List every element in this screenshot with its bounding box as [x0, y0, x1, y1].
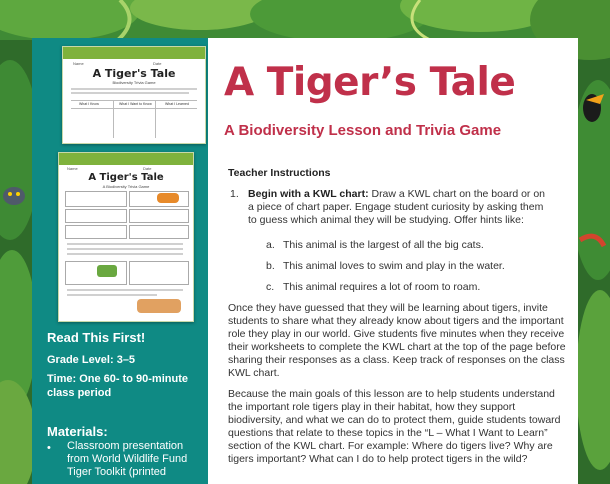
time-required: Time: One 60- to 90-minute class period [47, 373, 188, 399]
hint-text: This animal requires a lot of room to roam. [283, 281, 481, 293]
grade-level: Grade Level: 3–5 [47, 354, 136, 366]
read-first-heading: Read This First! [47, 330, 146, 345]
kwl-column-learned: What I Learned [165, 102, 189, 106]
worksheet-title: A Tiger's Tale [88, 172, 164, 183]
kwl-column-know: What I Know [79, 102, 99, 106]
date-label: Date [153, 61, 162, 66]
name-label: Name [73, 61, 84, 66]
worksheet-title: A Tiger's Tale [92, 67, 176, 80]
name-label: Name [67, 166, 78, 171]
instructions-heading: Teacher Instructions [228, 167, 331, 179]
hint-letter: a. [266, 239, 275, 251]
lesson-subtitle: A Biodiversity Lesson and Trivia Game [224, 122, 502, 139]
materials-heading: Materials: [47, 424, 108, 439]
worksheet-thumbnail-kwl [62, 46, 206, 144]
animals-illustration [137, 299, 181, 313]
lesson-content-panel [208, 38, 578, 484]
hint-text: This animal is the largest of all the big cats. [283, 239, 484, 251]
worksheet-subtitle: A Biodiversity Trivia Game [102, 184, 150, 189]
thumbnail-border-decoration [59, 153, 193, 165]
step-1 [248, 188, 548, 227]
step-1-bold: Begin with a KWL chart: [248, 188, 369, 200]
date-label: Date [143, 166, 152, 171]
step-1-text: Draw a KWL chart on the board or on a piece of chart paper. Engage student curiosity by asking them to guess which animal they will be studying. Offer hints like: [248, 188, 546, 226]
forest-illustration [97, 265, 117, 277]
bullet-dot: • [47, 442, 51, 454]
paragraph-2: Because the main goals of this lesson are to help students understand the important role tigers play in their habitat, how they support biodiversity, and what we can do to protect them, guide students toward questions that relate to these topics in the “L – What I Want to Learn” section of the KWL chart. For example: Where do tigers live? Why are tigers important? What can I do to help protect tigers in the wild? [228, 388, 561, 465]
tiger-illustration [157, 193, 179, 203]
step-number: 1. [230, 188, 239, 200]
sidebar [32, 38, 208, 484]
hint-text: This animal loves to swim and play in the water. [283, 260, 505, 272]
kwl-column-want: What I Want to Know [119, 102, 152, 106]
lesson-title: A Tiger’s Tale [224, 60, 516, 105]
hint-letter: b. [266, 260, 275, 272]
worksheet-thumbnail-trivia [58, 152, 194, 322]
materials-item: Classroom presentation from World Wildlife Fund Tiger Toolkit (printed [67, 440, 188, 478]
paragraph-1: Once they have guessed that they will be learning about tigers, invite students to share what they already know about tigers and the important role they play in our world. Give students five minutes when they receive their worksheets to complete the KWL chart at the top of the page before sharing their responses as a class. Keep track of responses on the class KWL chart. [228, 302, 566, 379]
hint-letter: c. [266, 281, 275, 293]
worksheet-subtitle: Biodiversity Trivia Game [112, 80, 156, 85]
thumbnail-border-decoration [63, 47, 205, 59]
